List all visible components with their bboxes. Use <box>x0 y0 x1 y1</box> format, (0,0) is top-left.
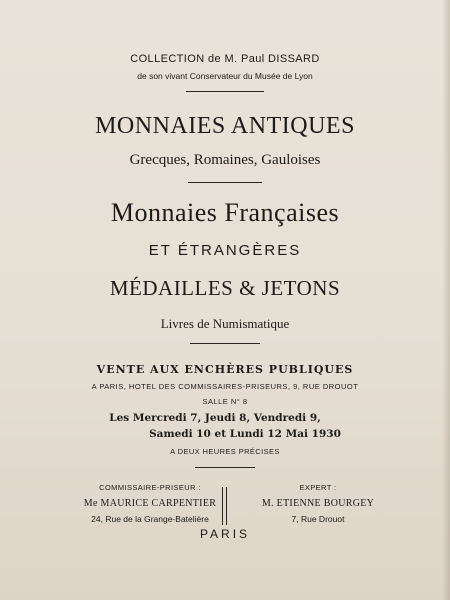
sale-dates-line1: Les Mercredi 7, Jeudi 8, Vendredi 9, <box>109 412 321 424</box>
divider <box>186 91 264 92</box>
conservateur-line: de son vivant Conservateur du Musée de Lyon <box>137 71 313 81</box>
monnaies-antiques-title: MONNAIES ANTIQUES <box>95 113 355 139</box>
column-divider <box>222 487 223 525</box>
commissaire-address: 24, Rue de la Grange-Batelière <box>91 514 209 524</box>
monnaies-antiques-subtitle: Grecques, Romaines, Gauloises <box>129 152 321 168</box>
commissaire-name: Me MAURICE CARPENTIER <box>83 498 217 509</box>
divider <box>188 182 262 183</box>
sale-room: SALLE N° 8 <box>202 397 248 406</box>
sale-dates-line2: Samedi 10 et Lundi 12 Mai 1930 <box>149 428 341 440</box>
sale-time: A DEUX HEURES PRÉCISES <box>170 447 280 456</box>
medailles-jetons-title: MÉDAILLES & JETONS <box>109 276 341 300</box>
monnaies-francaises-title: Monnaies Françaises <box>110 198 340 227</box>
commissaire-block <box>60 483 240 524</box>
expert-address: 7, Rue Drouot <box>291 514 345 524</box>
divider <box>195 467 255 468</box>
column-divider <box>226 487 227 525</box>
collection-heading: COLLECTION de M. Paul DISSARD <box>130 53 320 65</box>
divider <box>190 343 260 344</box>
commissaire-role: COMMISSAIRE-PRISEUR : <box>99 483 201 492</box>
sale-heading: VENTE AUX ENCHÈRES PUBLIQUES <box>96 363 354 376</box>
expert-block <box>228 483 408 524</box>
city-footer: PARIS <box>199 527 251 541</box>
etrangeres-subtitle: ET ÉTRANGÈRES <box>148 242 302 259</box>
sale-address: A PARIS, HOTEL DES COMMISSAIRES-PRISEURS, 9, RUE DROUOT <box>91 382 359 391</box>
expert-name: M. ETIENNE BOURGEY <box>261 498 375 509</box>
numismatique-subtitle: Livres de Numismatique <box>160 316 290 331</box>
expert-role: EXPERT : <box>299 483 337 492</box>
